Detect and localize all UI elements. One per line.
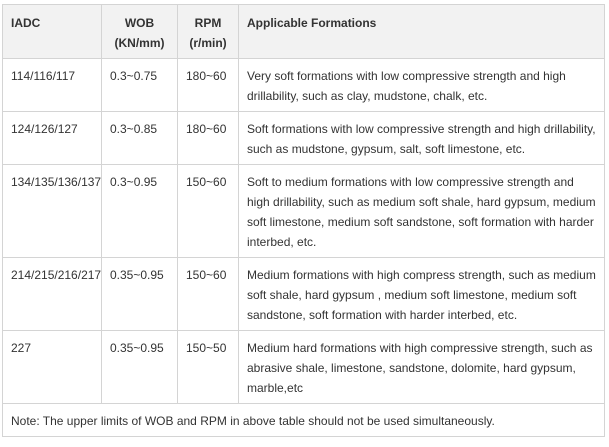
- cell-iadc: 214/215/216/217: [3, 258, 102, 331]
- cell-rpm: 150~60: [178, 258, 239, 331]
- table-note: Note: The upper limits of WOB and RPM in above table should not be used simultaneously.: [3, 404, 605, 437]
- table-row: [3, 165, 605, 258]
- cell-formations: Soft to medium formations with low compressive strength and high drillability, such as medium soft shale, hard gypsum, medium soft limestone, medium soft sandstone, soft formation with harder interbed, etc.: [239, 165, 605, 258]
- cell-formations: Soft formations with low compressive strength and high drillability, such as mudstone, gypsum, salt, soft limestone, etc.: [239, 112, 605, 165]
- cell-wob: 0.35~0.95: [102, 331, 178, 404]
- cell-wob: 0.3~0.75: [102, 59, 178, 112]
- table-row: [3, 258, 605, 331]
- cell-iadc: 227: [3, 331, 102, 404]
- cell-iadc: 124/126/127: [3, 112, 102, 165]
- cell-iadc: 114/116/117: [3, 59, 102, 112]
- cell-rpm: 180~60: [178, 59, 239, 112]
- cell-wob: 0.3~0.85: [102, 112, 178, 165]
- header-rpm-label: RPM: [194, 16, 222, 30]
- table-header-row: [3, 5, 605, 59]
- cell-wob: 0.3~0.95: [102, 165, 178, 258]
- cell-iadc: 134/135/136/137: [3, 165, 102, 258]
- header-formations: Applicable Formations: [239, 5, 605, 59]
- table-row: [3, 59, 605, 112]
- header-wob-unit: (KN/mm): [114, 36, 165, 50]
- cell-formations: Medium hard formations with high compressive strength, such as abrasive shale, limestone, sandstone, dolomite, hard gypsum, marble,etc: [239, 331, 605, 404]
- header-wob: [102, 5, 178, 59]
- cell-formations: Very soft formations with low compressive strength and high drillability, such as clay, mudstone, chalk, etc.: [239, 59, 605, 112]
- header-rpm-unit: (r/min): [189, 36, 227, 50]
- cell-formations: Medium formations with high compress strength, such as medium soft shale, hard gypsum , medium soft limestone, medium soft sandstone, soft formation with harder interbed, etc.: [239, 258, 605, 331]
- cell-rpm: 180~60: [178, 112, 239, 165]
- header-wob-label: WOB: [124, 16, 155, 30]
- header-iadc: IADC: [3, 5, 102, 59]
- cell-rpm: 150~50: [178, 331, 239, 404]
- cell-wob: 0.35~0.95: [102, 258, 178, 331]
- table-row: [3, 112, 605, 165]
- cell-rpm: 150~60: [178, 165, 239, 258]
- drill-bit-parameter-table: [2, 4, 605, 437]
- table-row: [3, 331, 605, 404]
- header-rpm: [178, 5, 239, 59]
- note-row: [3, 404, 605, 437]
